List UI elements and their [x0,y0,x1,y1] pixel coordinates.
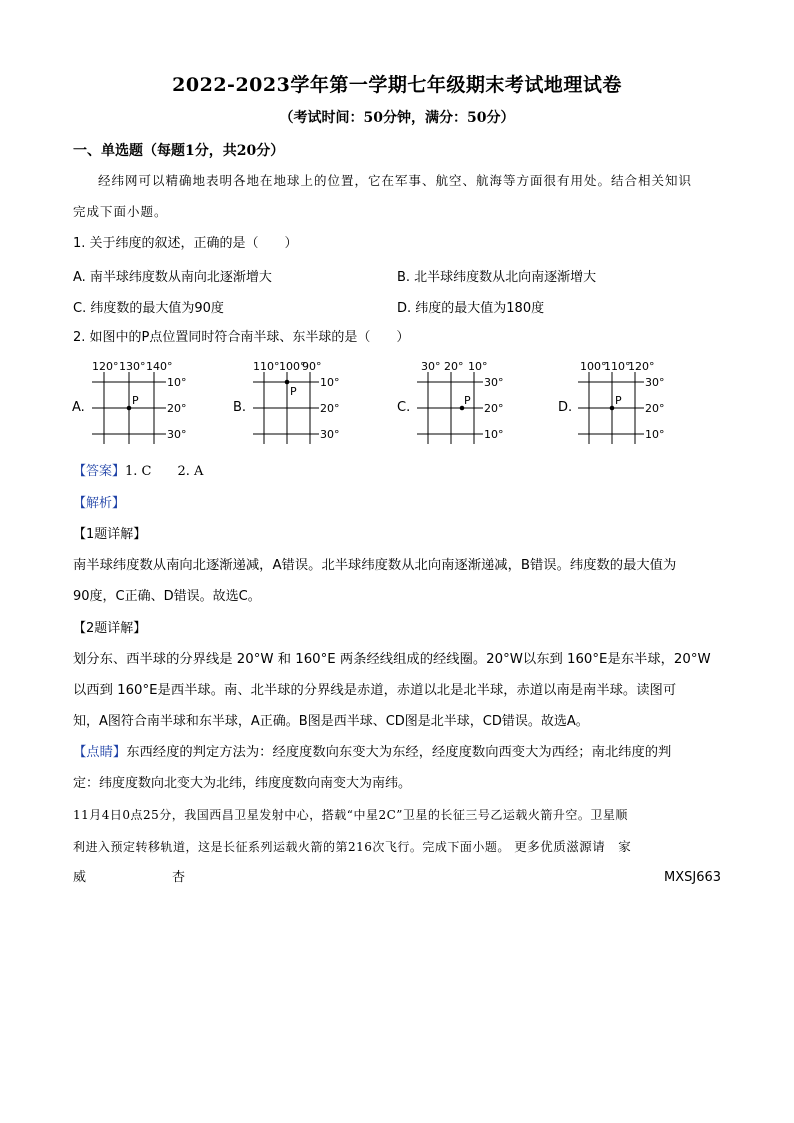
detail-1-line-2: 90度，C正确、D错误。故选C。 [73,589,261,604]
next-intro-line-1: 11月4日0点25分，我国西昌卫星发射中心，搭载“中星2C”卫星的长征三号乙运载火箭升空。卫星顺 [73,808,628,822]
right-label: 30° [645,376,665,389]
right-label: 20° [484,402,504,415]
point-label: P [132,394,139,407]
grid-diagram-d [558,358,718,448]
right-label: 20° [167,402,187,415]
grid-diagram-c [397,358,557,448]
top-label: 20° [444,360,464,373]
right-label: 10° [484,428,504,441]
right-label: 20° [320,402,340,415]
page-title: 2022-2023学年第一学期七年级期末考试地理试卷 [172,74,622,96]
right-label: 10° [645,428,665,441]
q1-option-a: A. 南半球纬度数从南向北逐渐增大 [73,270,272,285]
watermark-text: 更多优质滋源请 家 [514,839,632,854]
detail-1-label: 【1题详解】 [73,527,147,542]
detail-2-line-1: 划分东、西半球的分界线是 20°W 和 160°E 两条经线组成的经线圈。20°W以东到 160°E是东半球，20°W [73,652,711,667]
top-label: 90° [302,360,322,373]
top-label: 100° [279,360,306,373]
section-heading: 一、单选题（每题1分，共20分） [73,143,285,159]
top-label: 10° [468,360,488,373]
watermark-char-1: 威 [73,870,87,885]
top-label: 140° [146,360,173,373]
point-p [610,406,615,411]
top-label: 130° [119,360,146,373]
detail-2-label: 【2题详解】 [73,621,147,636]
right-label: 20° [645,402,665,415]
point-label: P [615,394,622,407]
right-label: 30° [167,428,187,441]
q1-stem: 1. 关于纬度的叙述，正确的是（ ） [73,236,298,251]
exam-info: （考试时间：50分钟，满分：50分） [279,110,515,126]
next-intro-line-2 [73,837,631,857]
right-label: 30° [320,428,340,441]
top-label: 110° [253,360,280,373]
q1-option-d: D. 纬度的最大值为180度 [397,301,545,316]
grid-letter: C. [397,400,411,415]
right-label: 30° [484,376,504,389]
right-label: 10° [167,376,187,389]
q1-option-c: C. 纬度数的最大值为90度 [73,301,224,316]
answer-label: 【答案】 [73,464,126,479]
grid-letter: B. [233,400,247,415]
answer-line [73,462,203,482]
tip-line-2: 定：纬度度数向北变大为北纬，纬度度数向南变大为南纬。 [73,776,412,791]
intro-line-2: 完成下面小题。 [73,204,168,219]
top-label: 30° [421,360,441,373]
tip-line-1 [73,743,671,763]
right-label: 10° [320,376,340,389]
top-label: 120° [92,360,119,373]
detail-2-line-3: 知，A图符合南半球和东半球，A正确。B图是西半球、CD图是北半球，CD错误。故选A。 [73,714,589,729]
answer-text: 1. C 2. A [125,464,204,479]
grid-letter: A. [72,400,85,415]
q2-stem: 2. 如图中的P点位置同时符合南半球、东半球的是（ ） [73,330,410,345]
point-label: P [290,385,297,398]
tip-label: 【点睛】 [73,745,127,760]
grid-diagram-b [233,358,393,448]
watermark-char-2: 杏 [172,870,186,885]
q2-diagrams [72,358,722,448]
watermark-code: MXSJ663 [664,870,722,885]
top-label: 110° [604,360,631,373]
tip-text: 东西经度的判定方法为：经度度数向东变大为东经，经度度数向西变大为西经；南北纬度的判 [126,745,672,760]
q1-option-b: B. 北半球纬度数从北向南逐渐增大 [397,270,597,285]
point-p [127,406,132,411]
point-label: P [464,394,471,407]
intro-line-1: 经纬网可以精确地表明各地在地球上的位置，它在军事、航空、航海等方面很有用处。结合相关知识 [98,173,693,188]
top-label: 100° [580,360,607,373]
point-p [285,380,290,385]
analysis-label: 【解析】 [73,496,126,511]
grid-letter: D. [558,400,573,415]
detail-1-line-1: 南半球纬度数从南向北逐渐递减，A错误。北半球纬度数从北向南逐渐递减，B错误。纬度数的最大值为 [73,558,677,573]
grid-diagram-a [72,358,232,448]
top-label: 120° [628,360,655,373]
next-intro-text: 利进入预定转移轨道，这是长征系列运载火箭的第216次飞行。完成下面小题。 [73,840,510,854]
detail-2-line-2: 以西到 160°E是西半球。南、北半球的分界线是赤道，赤道以北是北半球，赤道以南是南半球。读图可 [73,683,677,698]
